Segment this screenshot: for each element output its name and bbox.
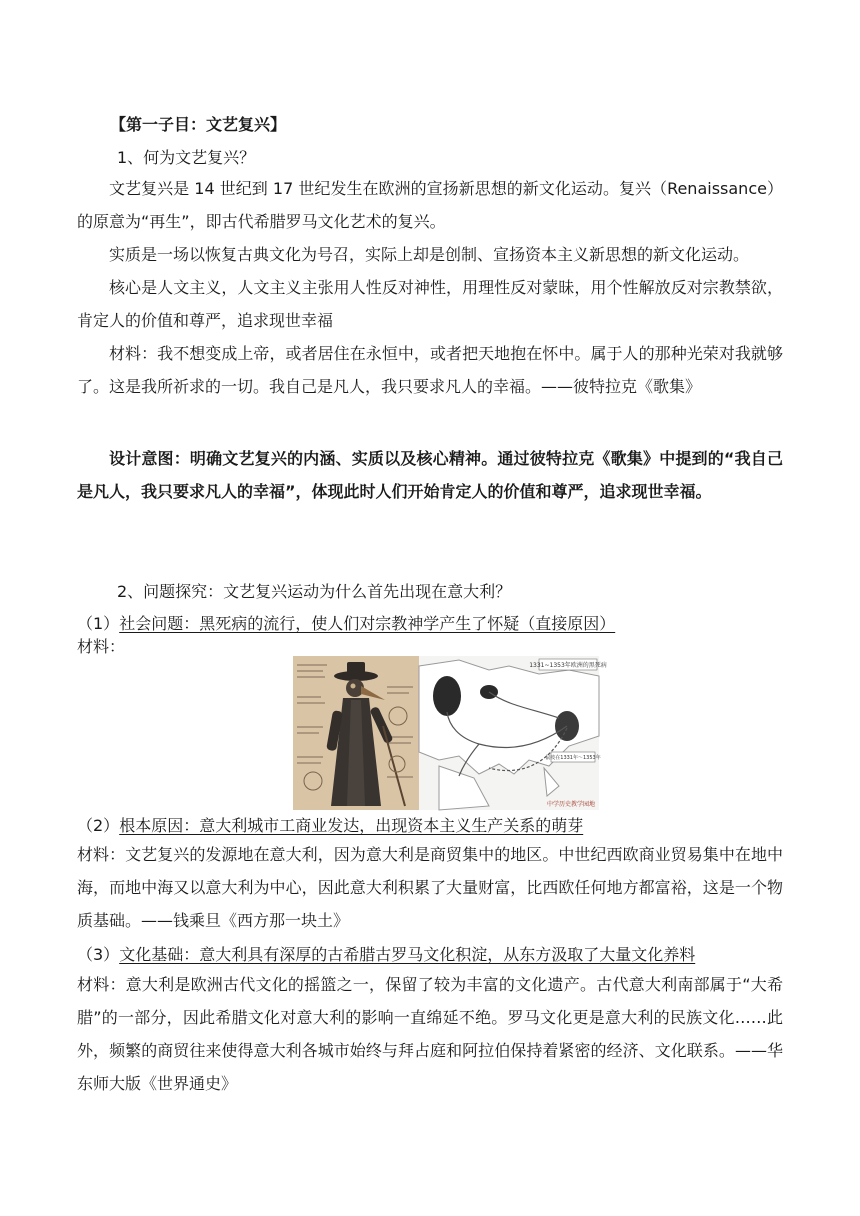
item-1-number: （1） [77,614,120,633]
item-3-number: （3） [77,945,120,964]
item-2-number: （2） [77,816,120,835]
map-title: 1331~1353年欧洲的黑死病 [529,662,607,669]
section-title: 【第一子目：文艺复兴】 [110,115,287,134]
plague-spread-map [419,656,607,810]
paragraph-definition: 文艺复兴是 14 世纪到 17 世纪发生在欧洲的宣扬新思想的新文化运动。复兴（Renaissance）的原意为“再生”，即古代希腊罗马文化艺术的复兴。 [77,179,783,231]
item-3 [77,945,695,965]
paragraph-material-culture: 材料：意大利是欧洲古代文化的摇篮之一，保留了较为丰富的文化遗产。古代意大利南部属于“大希腊”的一部分，因此希腊文化对意大利的影响一直绵延不绝。罗马文化更是意大利的民族文化……此外，频繁的商贸往来使得意大利各城市始终与拜占庭和阿拉伯保持着紧密的经济、文化联系。——华东师大版《世界通史》 [77,975,783,1093]
question-1-heading: 1、何为文艺复兴？ [117,148,256,167]
plague-doctor-illustration [293,656,419,810]
map-watermark: 中学历史教学园地 [546,801,595,808]
paragraph-design-intent: 设计意图：明确文艺复兴的内涵、实质以及核心精神。通过彼特拉克《歌集》中提到的“我自己是凡人，我只要求凡人的幸福”，体现此时人们开始肯定人的价值和尊严，追求现世幸福。 [77,449,783,501]
plague-map-illustration [419,656,607,810]
question-2-heading: 2、问题探究：文艺复兴运动为什么首先出现在意大利？ [117,582,512,601]
paragraph-material-petrarch: 材料：我不想变成上帝，或者居住在永恒中，或者把天地抱在怀中。属于人的那种光荣对我就够了。这是我所祈求的一切。我自己是凡人，我只要求凡人的幸福。——彼特拉克《歌集》 [77,344,783,396]
paragraph-core: 核心是人文主义，人文主义主张用人性反对神性，用理性反对蒙昧，用个性解放反对宗教禁欲，肯定人的价值和尊严，追求现世幸福 [77,278,783,330]
item-2 [77,816,583,836]
item-2-text: 根本原因：意大利城市工商业发达，出现资本主义生产关系的萌芽 [119,816,584,835]
item-1 [77,614,615,634]
item-3-text: 文化基础：意大利具有深厚的古希腊古罗马文化积淀，从东方汲取了大量文化养料 [119,945,696,964]
paragraph-essence: 实质是一场以恢复古典文化为号召，实际上却是创制、宣扬资本主义新思想的新文化运动。 [109,245,750,264]
material-label: 材料： [77,637,126,656]
paragraph-material-commerce: 材料：文艺复兴的发源地在意大利，因为意大利是商贸集中的地区。中世纪西欧商业贸易集中在地中海，而地中海又以意大利为中心，因此意大利积累了大量财富，比西欧任何地方都富裕，这是一个物质基础。——钱乘旦《西方那一块土》 [77,845,783,930]
item-1-text: 社会问题：黑死病的流行，使人们对宗教神学产生了怀疑（直接原因） [119,614,616,633]
map-label: 鼠疫在1331年～1353年 [545,755,601,761]
plague-doctor-image [293,656,419,810]
